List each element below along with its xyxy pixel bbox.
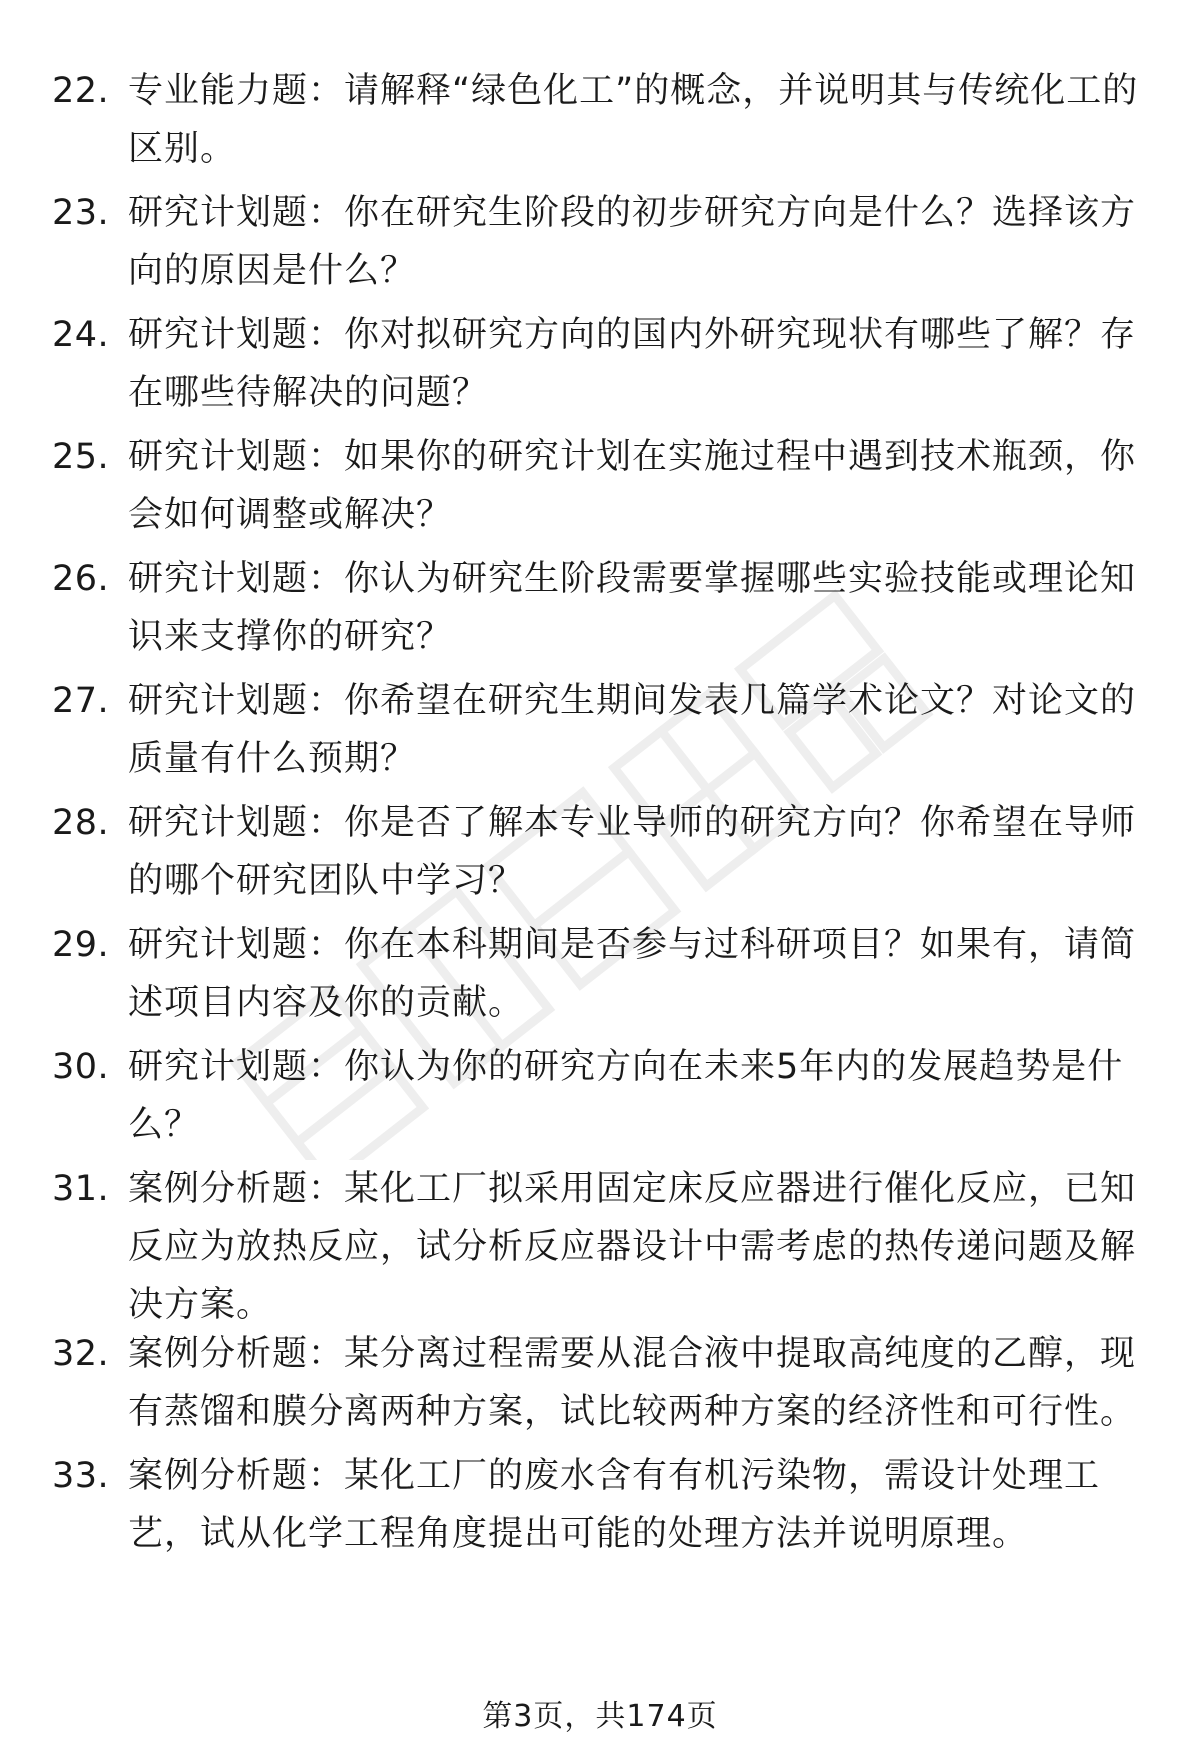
- question-text: 案例分析题：某分离过程需要从混合液中提取高纯度的乙醇，现有蒸馏和膜分离两种方案，试比较两种方案的经济性和可行性。: [128, 1334, 1137, 1432]
- question-item: [0, 1435, 1200, 1557]
- question-number: 24.: [52, 315, 110, 355]
- question-number: 28.: [52, 803, 110, 843]
- question-item: [0, 1026, 1200, 1148]
- question-text: 研究计划题：你认为研究生阶段需要掌握哪些实验技能或理论知识来支撑你的研究？: [128, 559, 1137, 657]
- question-list: [0, 50, 1200, 1557]
- question-text: 研究计划题：你认为你的研究方向在未来5年内的发展趋势是什么？: [128, 1047, 1124, 1145]
- question-item: [0, 782, 1200, 904]
- question-number: 25.: [52, 437, 110, 477]
- question-text: 案例分析题：某化工厂拟采用固定床反应器进行催化反应，已知反应为放热反应，试分析反应器设计中需考虑的热传递问题及解决方案。: [128, 1169, 1137, 1325]
- question-item: [0, 660, 1200, 782]
- question-number: 26.: [52, 559, 110, 599]
- question-number: 27.: [52, 681, 110, 721]
- question-item: [0, 172, 1200, 294]
- question-text: 研究计划题：如果你的研究计划在实施过程中遇到技术瓶颈，你会如何调整或解决？: [128, 437, 1137, 535]
- question-item: [0, 904, 1200, 1026]
- question-text: 研究计划题：你是否了解本专业导师的研究方向？你希望在导师的哪个研究团队中学习？: [128, 803, 1137, 901]
- question-text: 案例分析题：某化工厂的废水含有有机污染物，需设计处理工艺，试从化学工程角度提出可能的处理方法并说明原理。: [128, 1456, 1101, 1554]
- question-item: [0, 50, 1200, 172]
- question-item: [0, 416, 1200, 538]
- question-text: 专业能力题：请解释“绿色化工”的概念，并说明其与传统化工的区别。: [128, 71, 1139, 169]
- question-number: 30.: [52, 1047, 110, 1087]
- question-text: 研究计划题：你对拟研究方向的国内外研究现状有哪些了解？存在哪些待解决的问题？: [128, 315, 1137, 413]
- page-number: 第3页，共174页: [482, 1699, 718, 1734]
- question-text: 研究计划题：你在本科期间是否参与过科研项目？如果有，请简述项目内容及你的贡献。: [128, 925, 1137, 1023]
- question-item: [0, 294, 1200, 416]
- question-number: 22.: [52, 71, 110, 111]
- question-item: [0, 538, 1200, 660]
- question-number: 31.: [52, 1169, 110, 1209]
- question-number: 23.: [52, 193, 110, 233]
- question-item: [0, 1148, 1200, 1325]
- question-text: 研究计划题：你希望在研究生期间发表几篇学术论文？对论文的质量有什么预期？: [128, 681, 1137, 779]
- question-number: 33.: [52, 1456, 110, 1496]
- question-item: [0, 1313, 1200, 1435]
- question-number: 32.: [52, 1334, 110, 1374]
- question-number: 29.: [52, 925, 110, 965]
- question-text: 研究计划题：你在研究生阶段的初步研究方向是什么？选择该方向的原因是什么？: [128, 193, 1137, 291]
